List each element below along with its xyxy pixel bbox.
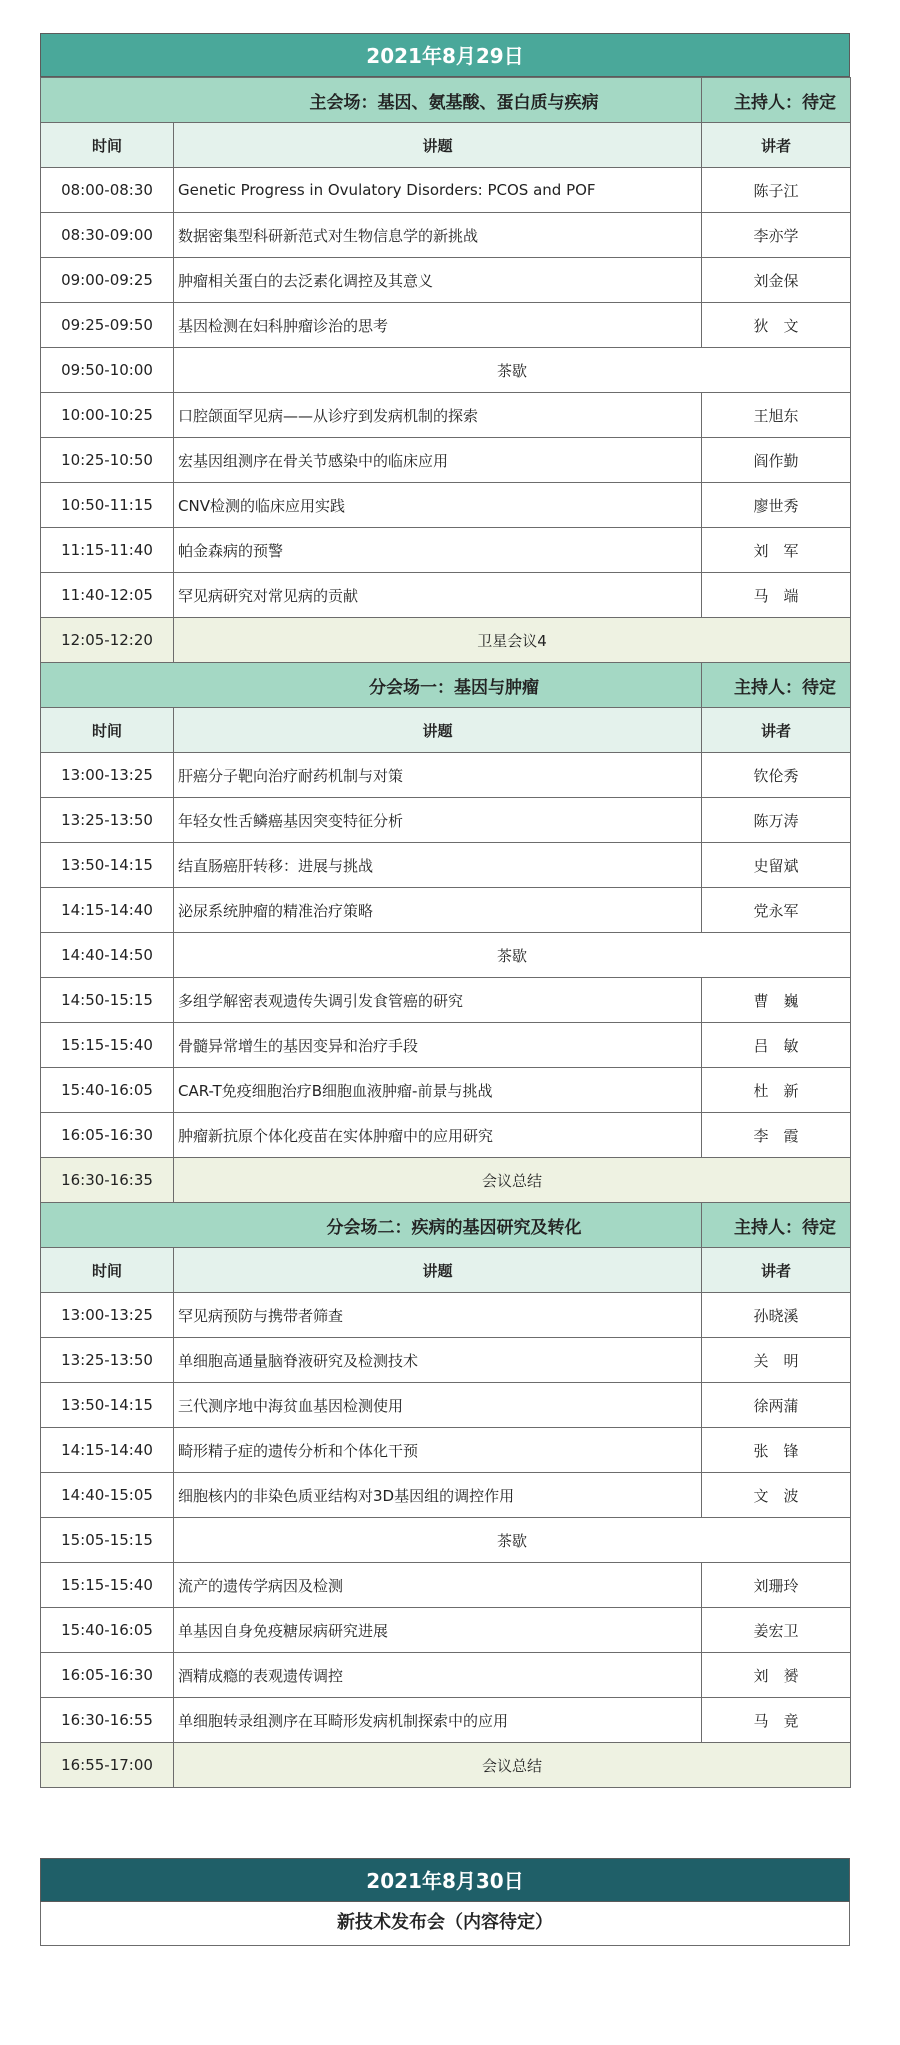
topic-cell: CAR-T免疫细胞治疗B细胞血液肿瘤-前景与挑战 (174, 1068, 702, 1113)
speaker-cell: 钦伦秀 (702, 753, 851, 798)
break-row (41, 348, 851, 393)
topic-cell: 多组学解密表观遗传失调引发食管癌的研究 (174, 978, 702, 1023)
topic-cell: Genetic Progress in Ovulatory Disorders: PCOS and POF (174, 168, 702, 213)
speaker-cell: 马 端 (702, 573, 851, 618)
speaker-cell: 史留斌 (702, 843, 851, 888)
talk-row (41, 1608, 851, 1653)
talk-row (41, 1338, 851, 1383)
talk-row (41, 888, 851, 933)
speaker-cell: 刘珊玲 (702, 1563, 851, 1608)
topic-cell: 酒精成瘾的表观遗传调控 (174, 1653, 702, 1698)
speaker-cell: 刘金保 (702, 258, 851, 303)
speaker-cell: 狄 文 (702, 303, 851, 348)
break-row (41, 933, 851, 978)
topic-cell: 肿瘤新抗原个体化疫苗在实体肿瘤中的应用研究 (174, 1113, 702, 1158)
speaker-cell: 张 锋 (702, 1428, 851, 1473)
talk-row (41, 1428, 851, 1473)
session-host: 主持人：待定 (702, 1203, 851, 1248)
time-cell: 15:40-16:05 (41, 1608, 174, 1653)
talk-row (41, 393, 851, 438)
column-header-time: 时间 (41, 708, 174, 753)
time-cell: 16:05-16:30 (41, 1113, 174, 1158)
talk-row (41, 573, 851, 618)
time-cell: 13:25-13:50 (41, 1338, 174, 1383)
column-header-speaker: 讲者 (702, 1248, 851, 1293)
topic-cell: 数据密集型科研新范式对生物信息学的新挑战 (174, 213, 702, 258)
topic-cell: 口腔颌面罕见病——从诊疗到发病机制的探索 (174, 393, 702, 438)
talk-row (41, 753, 851, 798)
day1-date-bar: 2021年8月29日 (40, 33, 850, 77)
topic-cell: 结直肠癌肝转移：进展与挑战 (174, 843, 702, 888)
column-header-topic: 讲题 (174, 123, 702, 168)
topic-cell: 帕金森病的预警 (174, 528, 702, 573)
speaker-cell: 党永军 (702, 888, 851, 933)
time-cell: 16:30-16:55 (41, 1698, 174, 1743)
day2-section (40, 1858, 850, 1946)
session-title: 主会场：基因、氨基酸、蛋白质与疾病 (41, 78, 702, 123)
time-cell: 14:15-14:40 (41, 888, 174, 933)
time-cell: 09:25-09:50 (41, 303, 174, 348)
time-cell: 15:15-15:40 (41, 1023, 174, 1068)
speaker-cell: 刘 军 (702, 528, 851, 573)
talk-row (41, 483, 851, 528)
column-header-row (41, 123, 851, 168)
time-cell: 14:15-14:40 (41, 1428, 174, 1473)
schedule-table (40, 77, 851, 1788)
time-cell: 16:55-17:00 (41, 1743, 174, 1788)
column-header-speaker: 讲者 (702, 708, 851, 753)
time-cell: 09:00-09:25 (41, 258, 174, 303)
session-host: 主持人：待定 (702, 663, 851, 708)
speaker-cell: 吕 敏 (702, 1023, 851, 1068)
talk-row (41, 1068, 851, 1113)
speaker-cell: 徐两蒲 (702, 1383, 851, 1428)
topic-cell: CNV检测的临床应用实践 (174, 483, 702, 528)
time-cell: 15:05-15:15 (41, 1518, 174, 1563)
talk-row (41, 1698, 851, 1743)
time-cell: 15:15-15:40 (41, 1563, 174, 1608)
talk-row (41, 168, 851, 213)
time-cell: 13:50-14:15 (41, 1383, 174, 1428)
time-cell: 16:05-16:30 (41, 1653, 174, 1698)
topic-cell: 年轻女性舌鳞癌基因突变特征分析 (174, 798, 702, 843)
topic-cell: 畸形精子症的遗传分析和个体化干预 (174, 1428, 702, 1473)
speaker-cell: 李亦学 (702, 213, 851, 258)
talk-row (41, 528, 851, 573)
topic-cell: 单细胞高通量脑脊液研究及检测技术 (174, 1338, 702, 1383)
time-cell: 11:40-12:05 (41, 573, 174, 618)
speaker-cell: 马 竟 (702, 1698, 851, 1743)
time-cell: 16:30-16:35 (41, 1158, 174, 1203)
session-title: 分会场二：疾病的基因研究及转化 (41, 1203, 702, 1248)
time-cell: 13:00-13:25 (41, 1293, 174, 1338)
talk-row (41, 1023, 851, 1068)
time-cell: 08:30-09:00 (41, 213, 174, 258)
time-cell: 14:40-14:50 (41, 933, 174, 978)
topic-cell: 细胞核内的非染色质亚结构对3D基因组的调控作用 (174, 1473, 702, 1518)
column-header-speaker: 讲者 (702, 123, 851, 168)
session-header (41, 663, 851, 708)
topic-cell: 单基因自身免疫糖尿病研究进展 (174, 1608, 702, 1653)
speaker-cell: 文 波 (702, 1473, 851, 1518)
talk-row (41, 1473, 851, 1518)
speaker-cell: 李 霞 (702, 1113, 851, 1158)
talk-row (41, 213, 851, 258)
day2-date-bar: 2021年8月30日 (40, 1858, 850, 1902)
topic-cell: 罕见病预防与携带者筛查 (174, 1293, 702, 1338)
talk-row (41, 978, 851, 1023)
column-header-time: 时间 (41, 1248, 174, 1293)
speaker-cell: 曹 巍 (702, 978, 851, 1023)
time-cell: 13:25-13:50 (41, 798, 174, 843)
time-cell: 14:40-15:05 (41, 1473, 174, 1518)
talk-row (41, 843, 851, 888)
day2-subtitle: 新技术发布会（内容待定） (40, 1902, 850, 1946)
talk-row (41, 1653, 851, 1698)
time-cell: 13:00-13:25 (41, 753, 174, 798)
special-cell: 会议总结 (174, 1158, 851, 1203)
speaker-cell: 关 明 (702, 1338, 851, 1383)
session-header (41, 78, 851, 123)
session-host: 主持人：待定 (702, 78, 851, 123)
time-cell: 10:50-11:15 (41, 483, 174, 528)
column-header-topic: 讲题 (174, 708, 702, 753)
speaker-cell: 刘 赟 (702, 1653, 851, 1698)
break-cell: 茶歇 (174, 348, 851, 393)
talk-row (41, 1383, 851, 1428)
time-cell: 11:15-11:40 (41, 528, 174, 573)
topic-cell: 罕见病研究对常见病的贡献 (174, 573, 702, 618)
topic-cell: 三代测序地中海贫血基因检测使用 (174, 1383, 702, 1428)
topic-cell: 流产的遗传学病因及检测 (174, 1563, 702, 1608)
time-cell: 08:00-08:30 (41, 168, 174, 213)
time-cell: 10:25-10:50 (41, 438, 174, 483)
talk-row (41, 798, 851, 843)
topic-cell: 肿瘤相关蛋白的去泛素化调控及其意义 (174, 258, 702, 303)
break-cell: 茶歇 (174, 1518, 851, 1563)
speaker-cell: 阎作勤 (702, 438, 851, 483)
talk-row (41, 1293, 851, 1338)
time-cell: 13:50-14:15 (41, 843, 174, 888)
talk-row (41, 258, 851, 303)
speaker-cell: 廖世秀 (702, 483, 851, 528)
topic-cell: 宏基因组测序在骨关节感染中的临床应用 (174, 438, 702, 483)
speaker-cell: 杜 新 (702, 1068, 851, 1113)
talk-row (41, 1563, 851, 1608)
session-title: 分会场一：基因与肿瘤 (41, 663, 702, 708)
time-cell: 10:00-10:25 (41, 393, 174, 438)
column-header-row (41, 708, 851, 753)
talk-row (41, 438, 851, 483)
time-cell: 12:05-12:20 (41, 618, 174, 663)
topic-cell: 单细胞转录组测序在耳畸形发病机制探索中的应用 (174, 1698, 702, 1743)
topic-cell: 泌尿系统肿瘤的精准治疗策略 (174, 888, 702, 933)
day1-schedule (40, 33, 850, 1788)
special-row (41, 1743, 851, 1788)
speaker-cell: 姜宏卫 (702, 1608, 851, 1653)
topic-cell: 基因检测在妇科肿瘤诊治的思考 (174, 303, 702, 348)
speaker-cell: 孙晓溪 (702, 1293, 851, 1338)
topic-cell: 肝癌分子靶向治疗耐药机制与对策 (174, 753, 702, 798)
session-header (41, 1203, 851, 1248)
time-cell: 14:50-15:15 (41, 978, 174, 1023)
special-row (41, 1158, 851, 1203)
column-header-row (41, 1248, 851, 1293)
talk-row (41, 303, 851, 348)
time-cell: 09:50-10:00 (41, 348, 174, 393)
break-row (41, 1518, 851, 1563)
special-row (41, 618, 851, 663)
talk-row (41, 1113, 851, 1158)
break-cell: 茶歇 (174, 933, 851, 978)
column-header-topic: 讲题 (174, 1248, 702, 1293)
speaker-cell: 王旭东 (702, 393, 851, 438)
topic-cell: 骨髓异常增生的基因变异和治疗手段 (174, 1023, 702, 1068)
speaker-cell: 陈万涛 (702, 798, 851, 843)
special-cell: 卫星会议4 (174, 618, 851, 663)
speaker-cell: 陈子江 (702, 168, 851, 213)
time-cell: 15:40-16:05 (41, 1068, 174, 1113)
special-cell: 会议总结 (174, 1743, 851, 1788)
column-header-time: 时间 (41, 123, 174, 168)
